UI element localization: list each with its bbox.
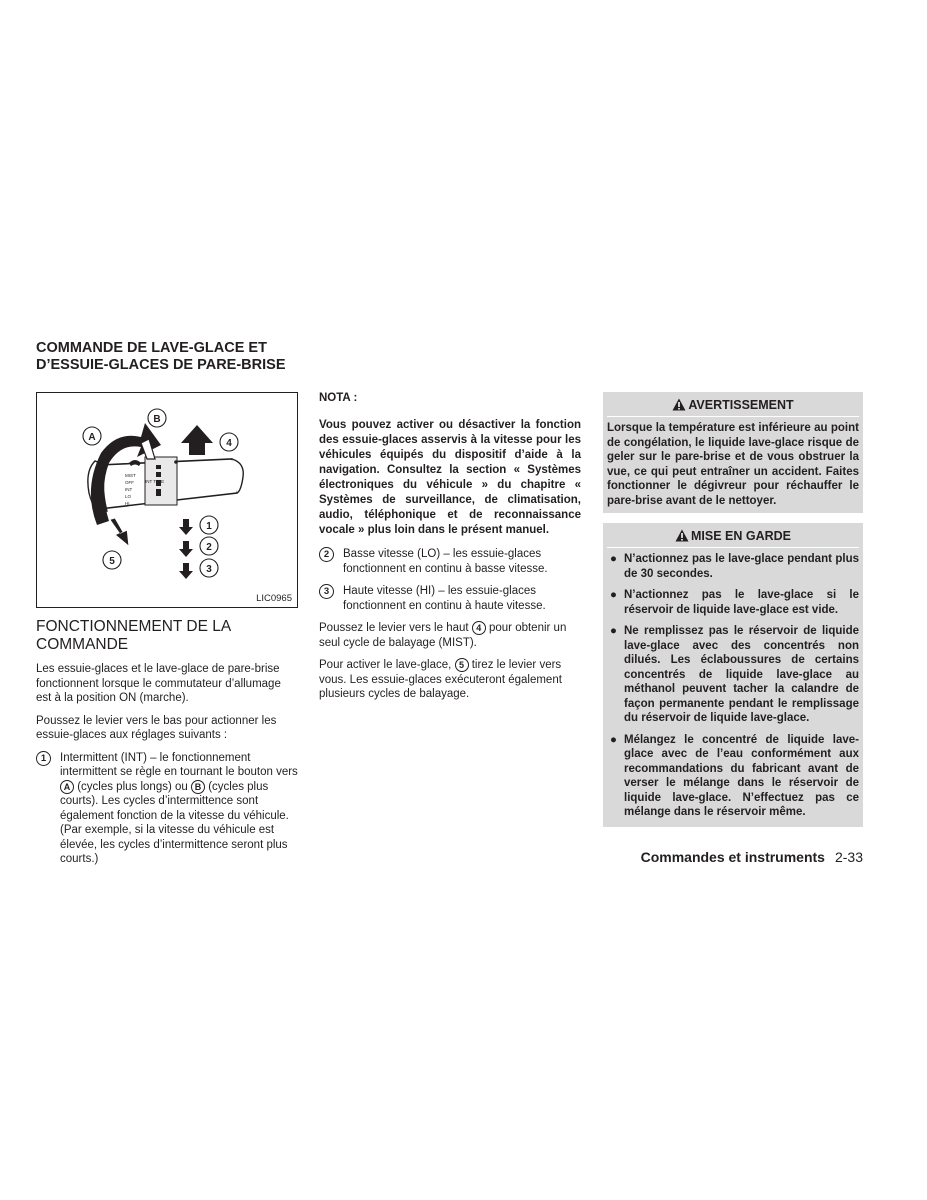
left-column [36,392,298,875]
callout-3: 3 [206,564,212,575]
paragraph-ignition: Les essuie-glaces et le lave-glace de pare-brise fonctionnent lorsque le commutateur d’allumage est à la position ON (marche). [36,663,281,704]
callout-b: B [153,414,161,425]
item-number-1: 1 [36,751,51,766]
bullet-dot: ● [610,589,617,601]
caution-bullet-text: N’actionnez pas le lave-glace si le réservoir de liquide lave-glace est vide. [624,589,859,616]
item-number-2: 2 [319,547,334,562]
item-low-speed [319,547,581,576]
caution-title-text: MISE EN GARDE [690,529,791,543]
subheading: FONCTIONNEMENT DE LA COMMANDE [36,618,231,653]
caution-bullet-text: Ne remplissez pas le réservoir de liquide lave-glace avec des concentrés non dilués. Les éclaboussures de certains concentrés de liquide lave-glace au méthanol peuvent tacher la calandre de façon permanente pendant le remplissage du réservoir de liquide lave-glace. [624,625,859,724]
caution-bullet-text: Mélangez le concentré de liquide lave-glace avec de l’eau conformément aux recommandations du fabricant avant de verser le mélange dans le réservoir de liquide lave-glace. N’effectuez pas ce mélange dans le réservoir même. [624,733,859,818]
paragraph-mist [319,621,581,650]
item1-text-c: (cycles plus courts). Les cycles d’intermittence sont également fonction de la vitesse du véhicule. (Par exemple, si la vitesse du véhicule est élevée, les cycles d’intermittence seront plus courts.) [60,780,289,865]
footer-chapter: Commandes et instruments [640,849,825,865]
warning-box [603,392,863,513]
caution-bullet [607,552,859,581]
item-high-speed [319,584,581,613]
lever-mark-int: INT [125,487,133,492]
wiper-lever-figure [36,392,298,608]
bullet-dot: ● [610,733,617,746]
washer-text-b: tirez le levier vers vous. Les essuie-glaces exécuteront également plusieurs cycles de balayage. [319,659,562,700]
callout-a: A [88,432,96,443]
lever-mark-hi: HI [125,501,130,506]
callout-5: 5 [109,556,115,567]
item-number-3: 3 [319,584,334,599]
inline-callout-a: A [60,780,74,794]
warning-text: Lorsque la température est inférieure au point de congélation, le liquide lave-glace risque de geler sur le pare-brise et de vous obstruer la vue, ce qui peut entraîner un accident. Faites fonctionner le dégivreur pour réchauffer le pare-brise avant de le nettoyer. [607,422,859,507]
bullet-dot: ● [610,625,617,637]
caution-triangle-icon [675,529,689,542]
page-number: 2-33 [834,849,863,865]
section-title: COMMANDE DE LAVE-GLACE ET D’ESSUIE-GLACES DE PARE-BRISE [36,340,286,373]
paragraph-push-down: Poussez le levier vers le bas pour actionner les essuie-glaces aux réglages suivants : [36,714,277,741]
wiper-lever-illustration [37,393,297,607]
inline-callout-4: 4 [472,621,486,635]
callout-4: 4 [226,438,232,449]
caution-bullet-text: N’actionnez pas le lave-glace pendant plus de 30 secondes. [624,553,859,580]
inline-callout-5: 5 [455,658,469,672]
caution-bullet [607,624,859,726]
lever-int-time: INT TIME [145,479,165,484]
caution-bullet [607,588,859,617]
lever-mark-lo: LO [125,494,132,499]
warning-title-text: AVERTISSEMENT [688,398,794,412]
caution-bullet [607,733,859,820]
item-intermittent [36,751,298,867]
caution-title [607,529,859,548]
lever-mark-mist: MIST [125,473,136,478]
nota-title: NOTA : [319,392,358,404]
figure-code: LIC0965 [256,593,292,604]
item3-text: Haute vitesse (HI) – les essuie-glaces fonctionnent en continu à haute vitesse. [343,585,546,612]
callout-1: 1 [206,521,212,532]
warning-title [607,398,859,417]
callout-2: 2 [206,542,212,553]
item2-text: Basse vitesse (LO) – les essuie-glaces fonctionnent en continu à basse vitesse. [343,548,548,575]
inline-callout-b: B [191,780,205,794]
right-column [603,392,863,837]
lever-mark-off: OFF [125,480,134,485]
item1-text-b: (cycles plus longs) ou [77,780,188,793]
mist-text-a: Poussez le levier vers le haut [319,622,469,634]
bullet-dot: ● [610,553,617,565]
page-footer [641,849,863,865]
nota-text: Vous pouvez activer ou désactiver la fonction des essuie-glaces asservis à la vitesse pour les véhicules équipés du dispositif d’aide à la navigation. Consultez la section « Systèmes électroniques du véhicule » du chapitre « Systèmes de surveillance, de climatisation, audio, téléphonique et de reconnaissance vocale » plus loin dans le présent manuel. [319,419,581,536]
mist-text-b: pour obtenir un seul cycle de balayage (MIST). [319,622,567,649]
warning-triangle-icon [672,398,686,411]
paragraph-washer [319,658,581,702]
caution-box [603,523,863,827]
middle-column [319,392,581,710]
washer-text-a: Pour activer le lave-glace, [319,659,452,671]
item1-text-a: Intermittent (INT) – le fonctionnement intermittent se règle en tournant le bouton vers [60,751,298,778]
